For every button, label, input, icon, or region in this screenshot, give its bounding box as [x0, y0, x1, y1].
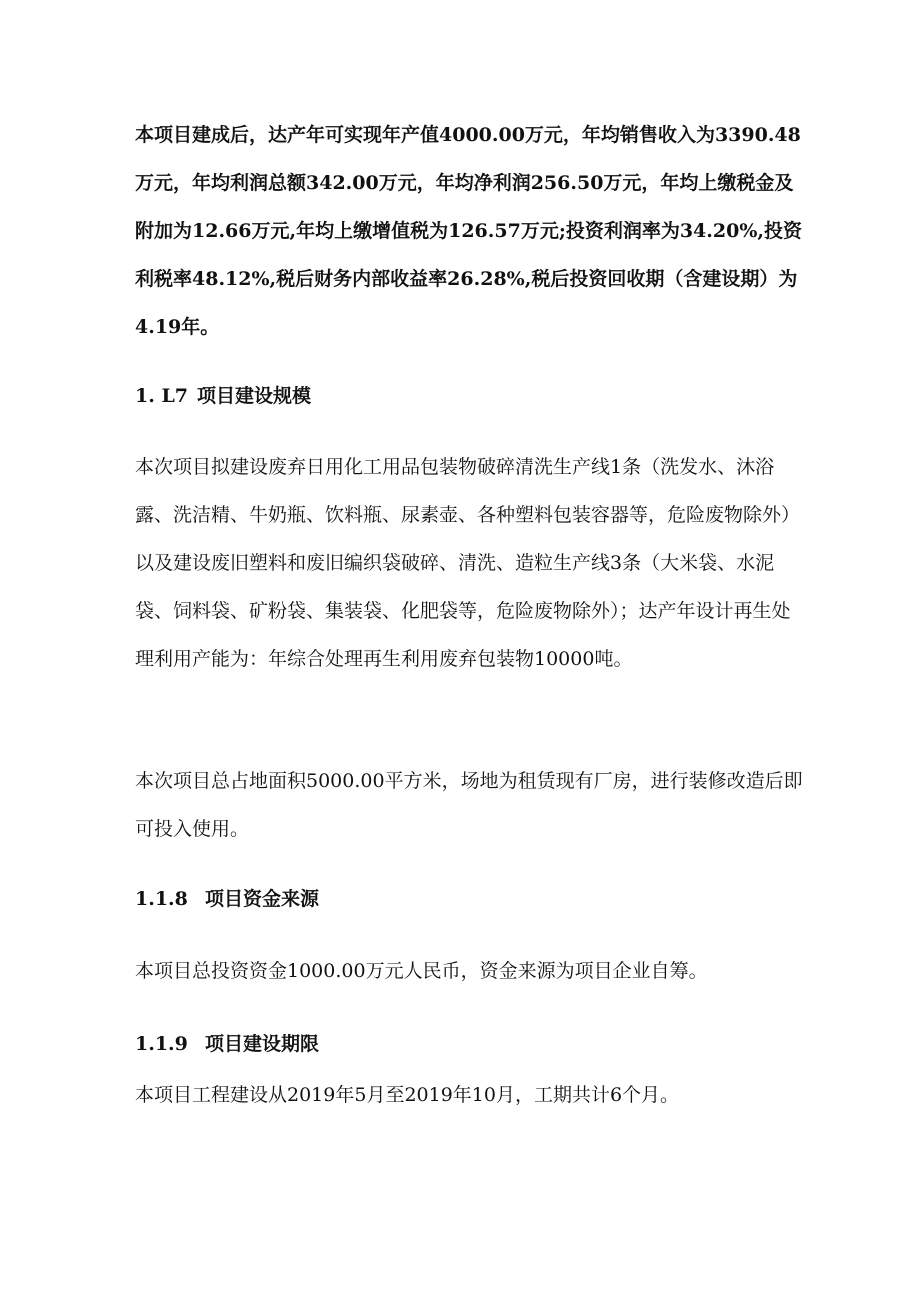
summary-paragraph: 本项目建成后，达产年可实现年产值4000.00万元，年均销售收入为3390.48万元，年均利润总额342.00万元，年均净利润256.50万元，年均上缴税金及附加为12.66万元,年均上缴增值税为126.57万元;投资利润率为34.20%,投资利税率48.12%,税后财务内部收益率26.28%,税后投资回收期（含建设期）为4.19年。 — [135, 124, 803, 338]
section-title: 项目建设规模 — [197, 385, 312, 407]
section-heading-1-1-8 — [135, 884, 319, 914]
section-number: 1. L7 — [135, 385, 189, 407]
period-paragraph: 本项目工程建设从2019年5月至2019年10月，工期共计6个月。 — [135, 1084, 680, 1106]
section-heading-1-1-7 — [135, 381, 311, 411]
area-paragraph: 本次项目总占地面积5000.00平方米，场地为租赁现有厂房，进行装修改造后即可投入使用。 — [135, 770, 803, 840]
section-heading-1-1-9 — [135, 1029, 319, 1059]
section-number: 1.1.8 — [135, 888, 188, 910]
section-title: 项目建设期限 — [205, 1033, 320, 1055]
section-number: 1.1.9 — [135, 1033, 188, 1055]
section-title: 项目资金来源 — [205, 888, 320, 910]
scale-paragraph: 本次项目拟建设废弃日用化工用品包装物破碎清洗生产线1条（洗发水、沐浴露、洗洁精、牛奶瓶、饮料瓶、尿素壶、各种塑料包装容器等，危险废物除外）以及建设废旧塑料和废旧编织袋破碎、清洗、造粒生产线3条（大米袋、水泥袋、饲料袋、矿粉袋、集装袋、化肥袋等，危险废物除外）；达产年设计再生处理利用产能为：年综合处理再生利用废弃包装物10000吨。 — [135, 456, 801, 670]
funding-paragraph: 本项目总投资资金1000.00万元人民币，资金来源为项目企业自筹。 — [135, 960, 708, 982]
